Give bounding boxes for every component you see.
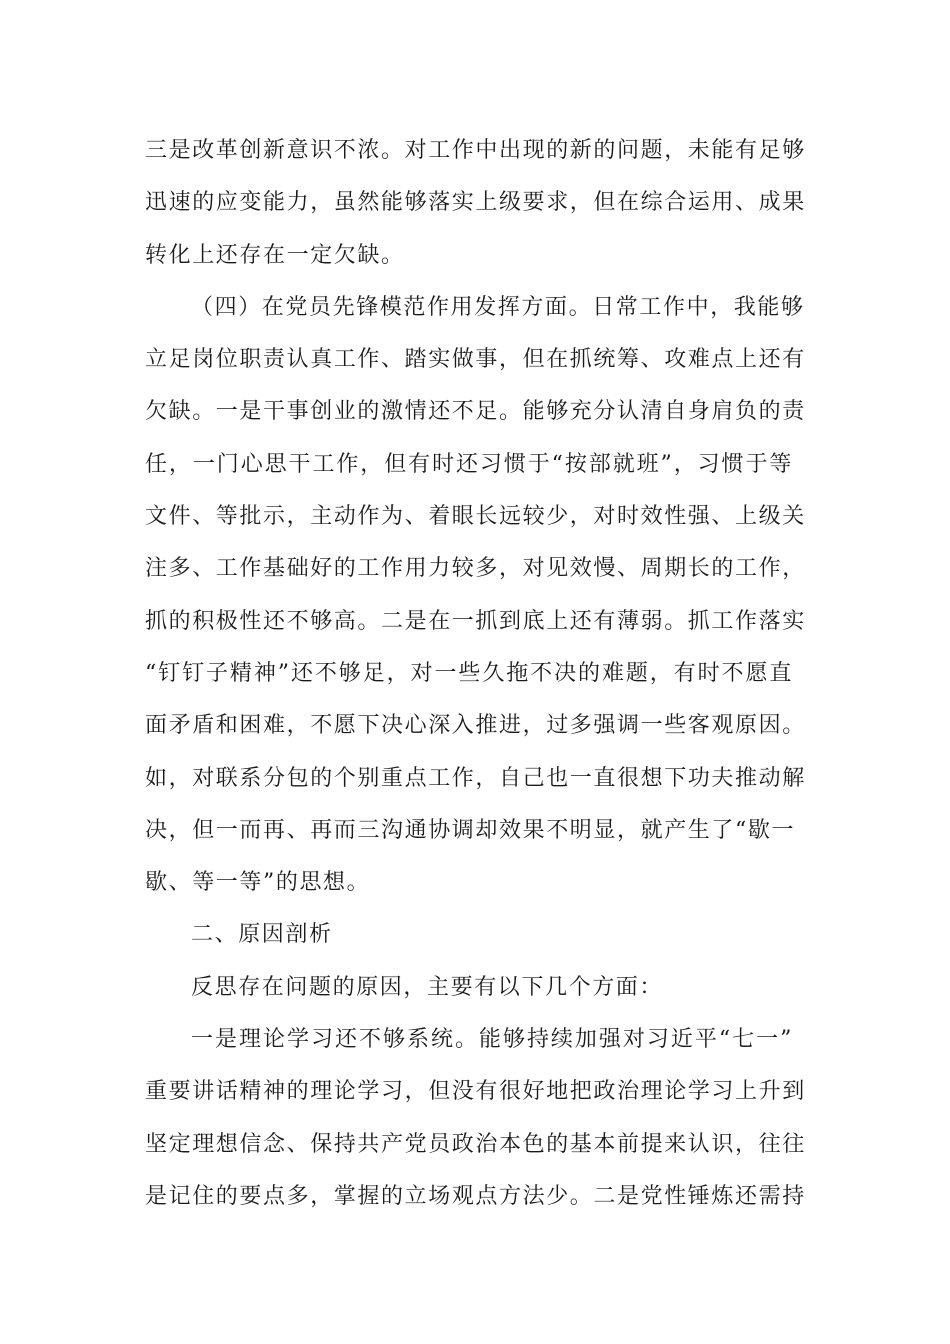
text-line: 是记住的要点多，掌握的立场观点方法少。二是党性锤炼还需持	[145, 1183, 806, 1209]
text-line: 抓的积极性还不够高。二是在一抓到底上还有薄弱。抓工作落实	[145, 608, 806, 634]
section-heading: 二、原因剖析	[191, 922, 333, 948]
text-line: 反思存在问题的原因，主要有以下几个方面：	[191, 974, 664, 1000]
text-line: （四）在党员先锋模范作用发挥方面。日常工作中，我能够	[191, 294, 805, 320]
text-line: 重要讲话精神的理论学习，但没有很好地把政治理论学习上升到	[145, 1079, 806, 1105]
text-line: 任，一门心思干工作，但有时还习惯于“按部就班”，习惯于等	[145, 451, 793, 477]
text-line: 三是改革创新意识不浓。对工作中出现的新的问题，未能有足够	[145, 138, 806, 163]
text-line: “钉钉子精神”还不够足，对一些久拖不决的难题，有时不愿直	[145, 660, 793, 686]
document-body	[145, 125, 806, 1223]
text-line: 歇、等一等”的思想。	[145, 870, 371, 896]
text-line: 立足岗位职责认真工作、踏实做事，但在抓统筹、攻难点上还有	[145, 347, 806, 373]
text-line: 欠缺。一是干事创业的激情还不足。能够充分认清自身肩负的责	[145, 399, 806, 425]
text-line: 决，但一而再、再而三沟通协调却效果不明显，就产生了“歇一	[145, 817, 796, 843]
text-line: 迅速的应变能力，虽然能够落实上级要求，但在综合运用、成果	[145, 190, 806, 216]
text-line: 转化上还存在一定欠缺。	[145, 242, 405, 268]
text-line: 注多、工作基础好的工作用力较多，对见效慢、周期长的工作，	[145, 556, 806, 582]
text-line: 如，对联系分包的个别重点工作，自己也一直很想下功夫推动解	[145, 765, 806, 791]
text-line: 坚定理想信念、保持共产党员政治本色的基本前提来认识，往往	[145, 1131, 806, 1157]
text-line: 文件、等批示，主动作为、着眼长远较少，对时效性强、上级关	[145, 504, 806, 530]
text-line: 面矛盾和困难，不愿下决心深入推进，过多强调一些客观原因。	[145, 713, 806, 739]
text-line: 一是理论学习还不够系统。能够持续加强对习近平“七一”	[191, 1027, 793, 1053]
